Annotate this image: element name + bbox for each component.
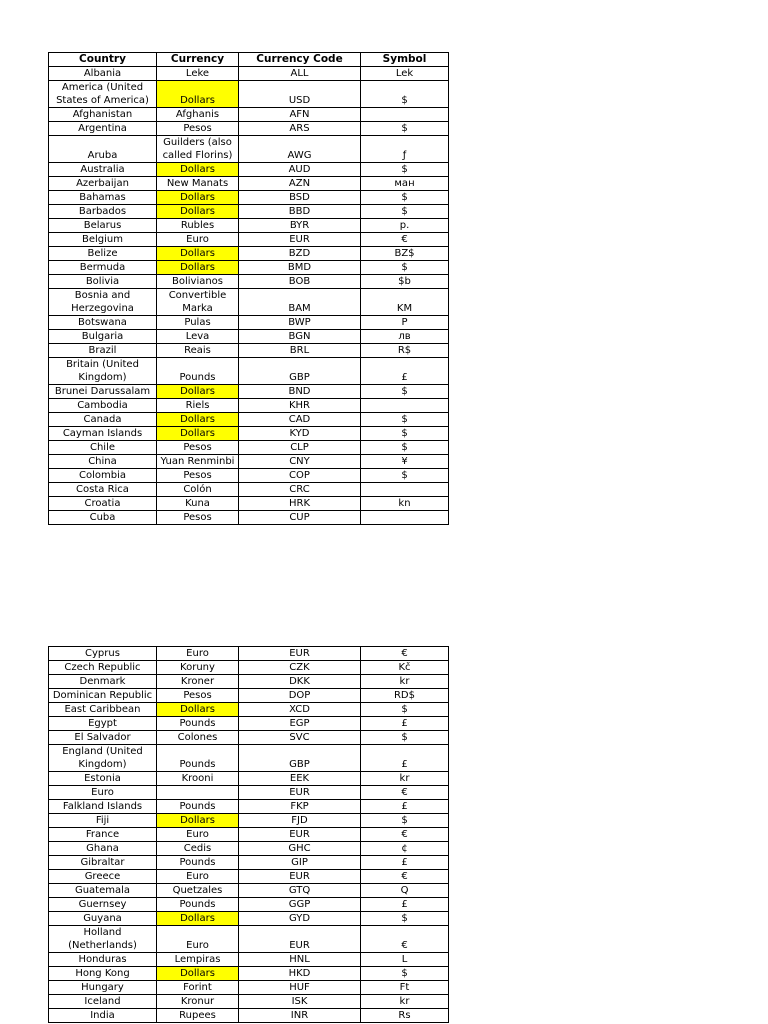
currency-cell: Pounds (157, 745, 239, 772)
currency-code-cell: BND (239, 385, 361, 399)
currency-cell: Pesos (157, 511, 239, 525)
table-row (49, 953, 449, 967)
country-cell: Bulgaria (49, 330, 157, 344)
symbol-cell: ман (361, 177, 449, 191)
country-cell: Guyana (49, 912, 157, 926)
table-row (49, 122, 449, 136)
currency-code-cell: GGP (239, 898, 361, 912)
currency-cell: Pesos (157, 441, 239, 455)
country-cell: Gibraltar (49, 856, 157, 870)
country-cell: Guernsey (49, 898, 157, 912)
currency-code-cell: EGP (239, 717, 361, 731)
currency-cell: Euro (157, 233, 239, 247)
table-row (49, 717, 449, 731)
country-cell: Brunei Darussalam (49, 385, 157, 399)
currency-cell: Quetzales (157, 884, 239, 898)
currency-code-cell: EEK (239, 772, 361, 786)
symbol-cell: $b (361, 275, 449, 289)
country-cell: Falkland Islands (49, 800, 157, 814)
table-row (49, 330, 449, 344)
country-cell: Iceland (49, 995, 157, 1009)
symbol-cell (361, 483, 449, 497)
country-cell: Guatemala (49, 884, 157, 898)
currency-code-cell: SVC (239, 731, 361, 745)
currency-cell: Dollars (157, 261, 239, 275)
table-row (49, 385, 449, 399)
symbol-cell: P (361, 316, 449, 330)
table-row (49, 261, 449, 275)
symbol-cell: € (361, 647, 449, 661)
table-row (49, 772, 449, 786)
symbol-cell: kr (361, 772, 449, 786)
currency-code-cell: CUP (239, 511, 361, 525)
symbol-cell: $ (361, 469, 449, 483)
currency-code-cell: HKD (239, 967, 361, 981)
currency-code-cell: CNY (239, 455, 361, 469)
country-cell: Aruba (49, 136, 157, 163)
table-row (49, 316, 449, 330)
currency-code-cell: INR (239, 1009, 361, 1023)
currency-code-cell: GHC (239, 842, 361, 856)
table-row (49, 67, 449, 81)
currency-cell: Rubles (157, 219, 239, 233)
currency-code-cell: DOP (239, 689, 361, 703)
currency-code-cell: GYD (239, 912, 361, 926)
currency-cell: Pesos (157, 122, 239, 136)
currency-cell: Dollars (157, 912, 239, 926)
header-currency-code: Currency Code (239, 53, 361, 67)
symbol-cell: $ (361, 163, 449, 177)
symbol-cell: £ (361, 898, 449, 912)
symbol-cell: ¥ (361, 455, 449, 469)
table-row (49, 814, 449, 828)
currency-cell: Kuna (157, 497, 239, 511)
symbol-cell: £ (361, 358, 449, 385)
currency-cell: Pounds (157, 898, 239, 912)
table-row (49, 995, 449, 1009)
table-row (49, 786, 449, 800)
symbol-cell: € (361, 828, 449, 842)
country-cell: Dominican Republic (49, 689, 157, 703)
currency-cell: Convertible Marka (157, 289, 239, 316)
symbol-cell: лв (361, 330, 449, 344)
country-cell: Costa Rica (49, 483, 157, 497)
currency-cell: Dollars (157, 814, 239, 828)
country-cell: Albania (49, 67, 157, 81)
table-row (49, 247, 449, 261)
currency-code-cell: COP (239, 469, 361, 483)
country-cell: Bermuda (49, 261, 157, 275)
symbol-cell: Rs (361, 1009, 449, 1023)
country-cell: Honduras (49, 953, 157, 967)
country-cell: Botswana (49, 316, 157, 330)
currency-code-cell: BSD (239, 191, 361, 205)
country-cell: Estonia (49, 772, 157, 786)
currency-code-cell: EUR (239, 233, 361, 247)
currency-cell: Riels (157, 399, 239, 413)
country-cell: China (49, 455, 157, 469)
currency-code-cell: KHR (239, 399, 361, 413)
symbol-cell: € (361, 786, 449, 800)
currency-code-cell: GIP (239, 856, 361, 870)
country-cell: Hong Kong (49, 967, 157, 981)
currency-code-cell: AWG (239, 136, 361, 163)
symbol-cell: Ft (361, 981, 449, 995)
currency-code-cell: EUR (239, 828, 361, 842)
table-row (49, 358, 449, 385)
currency-code-cell: CAD (239, 413, 361, 427)
country-cell: Egypt (49, 717, 157, 731)
symbol-cell: kr (361, 675, 449, 689)
country-cell: Afghanistan (49, 108, 157, 122)
currency-cell: Euro (157, 828, 239, 842)
currency-code-cell: EUR (239, 647, 361, 661)
symbol-cell: $ (361, 191, 449, 205)
currency-cell: Pounds (157, 358, 239, 385)
country-cell: Belgium (49, 233, 157, 247)
country-cell: Euro (49, 786, 157, 800)
country-cell: East Caribbean (49, 703, 157, 717)
symbol-cell: $ (361, 81, 449, 108)
table-row (49, 842, 449, 856)
currency-cell: Dollars (157, 427, 239, 441)
currency-cell: Dollars (157, 205, 239, 219)
country-cell: America (United States of America) (49, 81, 157, 108)
currency-cell: Cedis (157, 842, 239, 856)
currency-cell: Euro (157, 870, 239, 884)
currency-cell: Afghanis (157, 108, 239, 122)
table-row (49, 455, 449, 469)
table-row (49, 731, 449, 745)
country-cell: Bahamas (49, 191, 157, 205)
currency-cell: Pesos (157, 689, 239, 703)
currency-code-cell: BAM (239, 289, 361, 316)
country-cell: Canada (49, 413, 157, 427)
symbol-cell: p. (361, 219, 449, 233)
symbol-cell (361, 511, 449, 525)
currency-code-cell: BBD (239, 205, 361, 219)
currency-table-1 (48, 52, 449, 525)
symbol-cell: £ (361, 800, 449, 814)
currency-code-cell: HUF (239, 981, 361, 995)
table-row (49, 497, 449, 511)
country-cell: Cyprus (49, 647, 157, 661)
currency-code-cell: CLP (239, 441, 361, 455)
table-row (49, 136, 449, 163)
currency-code-cell: CZK (239, 661, 361, 675)
currency-code-cell: HRK (239, 497, 361, 511)
currency-cell: Dollars (157, 247, 239, 261)
symbol-cell: L (361, 953, 449, 967)
symbol-cell: $ (361, 703, 449, 717)
table-row (49, 163, 449, 177)
symbol-cell: Kč (361, 661, 449, 675)
currency-code-cell: EUR (239, 926, 361, 953)
country-cell: Colombia (49, 469, 157, 483)
table-row (49, 675, 449, 689)
currency-cell (157, 786, 239, 800)
country-cell: Greece (49, 870, 157, 884)
table-row (49, 469, 449, 483)
currency-cell: Guilders (also called Florins) (157, 136, 239, 163)
table-row (49, 870, 449, 884)
currency-code-cell: BRL (239, 344, 361, 358)
table-row (49, 926, 449, 953)
currency-cell: Dollars (157, 703, 239, 717)
currency-code-cell: USD (239, 81, 361, 108)
currency-cell: Colones (157, 731, 239, 745)
symbol-cell: kr (361, 995, 449, 1009)
header-country: Country (49, 53, 157, 67)
symbol-cell: $ (361, 441, 449, 455)
symbol-cell: £ (361, 856, 449, 870)
country-cell: Hungary (49, 981, 157, 995)
currency-cell: Kronur (157, 995, 239, 1009)
symbol-cell: $ (361, 814, 449, 828)
country-cell: Holland (Netherlands) (49, 926, 157, 953)
currency-code-cell: GTQ (239, 884, 361, 898)
table-row (49, 912, 449, 926)
symbol-cell: BZ$ (361, 247, 449, 261)
currency-cell: Euro (157, 926, 239, 953)
table-row (49, 427, 449, 441)
table-row (49, 745, 449, 772)
country-cell: Fiji (49, 814, 157, 828)
currency-cell: New Manats (157, 177, 239, 191)
symbol-cell: ¢ (361, 842, 449, 856)
currency-code-cell: CRC (239, 483, 361, 497)
header-currency: Currency (157, 53, 239, 67)
currency-code-cell: FJD (239, 814, 361, 828)
currency-cell: Euro (157, 647, 239, 661)
currency-code-cell: BZD (239, 247, 361, 261)
currency-cell: Pounds (157, 800, 239, 814)
country-cell: Ghana (49, 842, 157, 856)
table-row (49, 219, 449, 233)
table-row (49, 856, 449, 870)
table-row (49, 511, 449, 525)
currency-cell: Lempiras (157, 953, 239, 967)
currency-cell: Reais (157, 344, 239, 358)
currency-code-cell: DKK (239, 675, 361, 689)
table-row (49, 898, 449, 912)
country-cell: Czech Republic (49, 661, 157, 675)
currency-cell: Bolivianos (157, 275, 239, 289)
symbol-cell (361, 108, 449, 122)
table-row (49, 483, 449, 497)
symbol-cell: $ (361, 413, 449, 427)
symbol-cell: £ (361, 717, 449, 731)
table-row (49, 1009, 449, 1023)
currency-code-cell: GBP (239, 745, 361, 772)
table-row (49, 884, 449, 898)
country-cell: Cayman Islands (49, 427, 157, 441)
currency-code-cell: ARS (239, 122, 361, 136)
table-row (49, 413, 449, 427)
currency-table-2 (48, 646, 449, 1023)
table-row (49, 233, 449, 247)
symbol-cell: $ (361, 731, 449, 745)
currency-cell: Pounds (157, 856, 239, 870)
currency-code-cell: BGN (239, 330, 361, 344)
currency-cell: Dollars (157, 967, 239, 981)
country-cell: Cuba (49, 511, 157, 525)
country-cell: Bolivia (49, 275, 157, 289)
currency-cell: Pesos (157, 469, 239, 483)
currency-cell: Pounds (157, 717, 239, 731)
currency-code-cell: FKP (239, 800, 361, 814)
currency-code-cell: HNL (239, 953, 361, 967)
country-cell: Britain (United Kingdom) (49, 358, 157, 385)
currency-code-cell: KYD (239, 427, 361, 441)
currency-cell: Pulas (157, 316, 239, 330)
currency-cell: Dollars (157, 81, 239, 108)
table-row (49, 344, 449, 358)
symbol-cell: $ (361, 912, 449, 926)
currency-code-cell: AUD (239, 163, 361, 177)
currency-code-cell: BWP (239, 316, 361, 330)
symbol-cell: $ (361, 967, 449, 981)
country-cell: Denmark (49, 675, 157, 689)
symbol-cell: RD$ (361, 689, 449, 703)
currency-code-cell: BYR (239, 219, 361, 233)
currency-cell: Dollars (157, 191, 239, 205)
currency-code-cell: BMD (239, 261, 361, 275)
currency-cell: Koruny (157, 661, 239, 675)
currency-cell: Krooni (157, 772, 239, 786)
symbol-cell: £ (361, 745, 449, 772)
symbol-cell: $ (361, 122, 449, 136)
currency-cell: Dollars (157, 385, 239, 399)
country-cell: Belize (49, 247, 157, 261)
symbol-cell: kn (361, 497, 449, 511)
table-row (49, 967, 449, 981)
currency-code-cell: GBP (239, 358, 361, 385)
country-cell: Azerbaijan (49, 177, 157, 191)
header-row (49, 53, 449, 67)
symbol-cell: KM (361, 289, 449, 316)
currency-code-cell: ALL (239, 67, 361, 81)
table-row (49, 108, 449, 122)
symbol-cell: € (361, 926, 449, 953)
country-cell: Argentina (49, 122, 157, 136)
table-row (49, 661, 449, 675)
country-cell: Chile (49, 441, 157, 455)
symbol-cell: ƒ (361, 136, 449, 163)
currency-cell: Leke (157, 67, 239, 81)
table-row (49, 689, 449, 703)
table-row (49, 399, 449, 413)
country-cell: Brazil (49, 344, 157, 358)
currency-code-cell: ISK (239, 995, 361, 1009)
currency-cell: Leva (157, 330, 239, 344)
header-symbol: Symbol (361, 53, 449, 67)
table-row (49, 800, 449, 814)
symbol-cell: $ (361, 205, 449, 219)
table-row (49, 81, 449, 108)
currency-cell: Dollars (157, 413, 239, 427)
currency-cell: Kroner (157, 675, 239, 689)
currency-cell: Forint (157, 981, 239, 995)
country-cell: Cambodia (49, 399, 157, 413)
table-row (49, 275, 449, 289)
country-cell: Belarus (49, 219, 157, 233)
country-cell: Australia (49, 163, 157, 177)
symbol-cell: $ (361, 427, 449, 441)
currency-cell: Colón (157, 483, 239, 497)
table-row (49, 828, 449, 842)
symbol-cell: $ (361, 261, 449, 275)
table-row (49, 289, 449, 316)
currency-cell: Yuan Renminbi (157, 455, 239, 469)
currency-code-cell: BOB (239, 275, 361, 289)
country-cell: India (49, 1009, 157, 1023)
table-row (49, 177, 449, 191)
currency-cell: Dollars (157, 163, 239, 177)
symbol-cell: $ (361, 385, 449, 399)
table-row (49, 205, 449, 219)
currency-code-cell: EUR (239, 870, 361, 884)
table-row (49, 191, 449, 205)
currency-code-cell: XCD (239, 703, 361, 717)
country-cell: England (United Kingdom) (49, 745, 157, 772)
currency-code-cell: EUR (239, 786, 361, 800)
country-cell: France (49, 828, 157, 842)
country-cell: Barbados (49, 205, 157, 219)
country-cell: Bosnia and Herzegovina (49, 289, 157, 316)
currency-code-cell: AZN (239, 177, 361, 191)
currency-code-cell: AFN (239, 108, 361, 122)
table-row (49, 703, 449, 717)
symbol-cell (361, 399, 449, 413)
currency-cell: Rupees (157, 1009, 239, 1023)
table-row (49, 647, 449, 661)
symbol-cell: R$ (361, 344, 449, 358)
symbol-cell: Lek (361, 67, 449, 81)
symbol-cell: € (361, 870, 449, 884)
symbol-cell: Q (361, 884, 449, 898)
country-cell: El Salvador (49, 731, 157, 745)
symbol-cell: € (361, 233, 449, 247)
table-row (49, 981, 449, 995)
country-cell: Croatia (49, 497, 157, 511)
table-row (49, 441, 449, 455)
